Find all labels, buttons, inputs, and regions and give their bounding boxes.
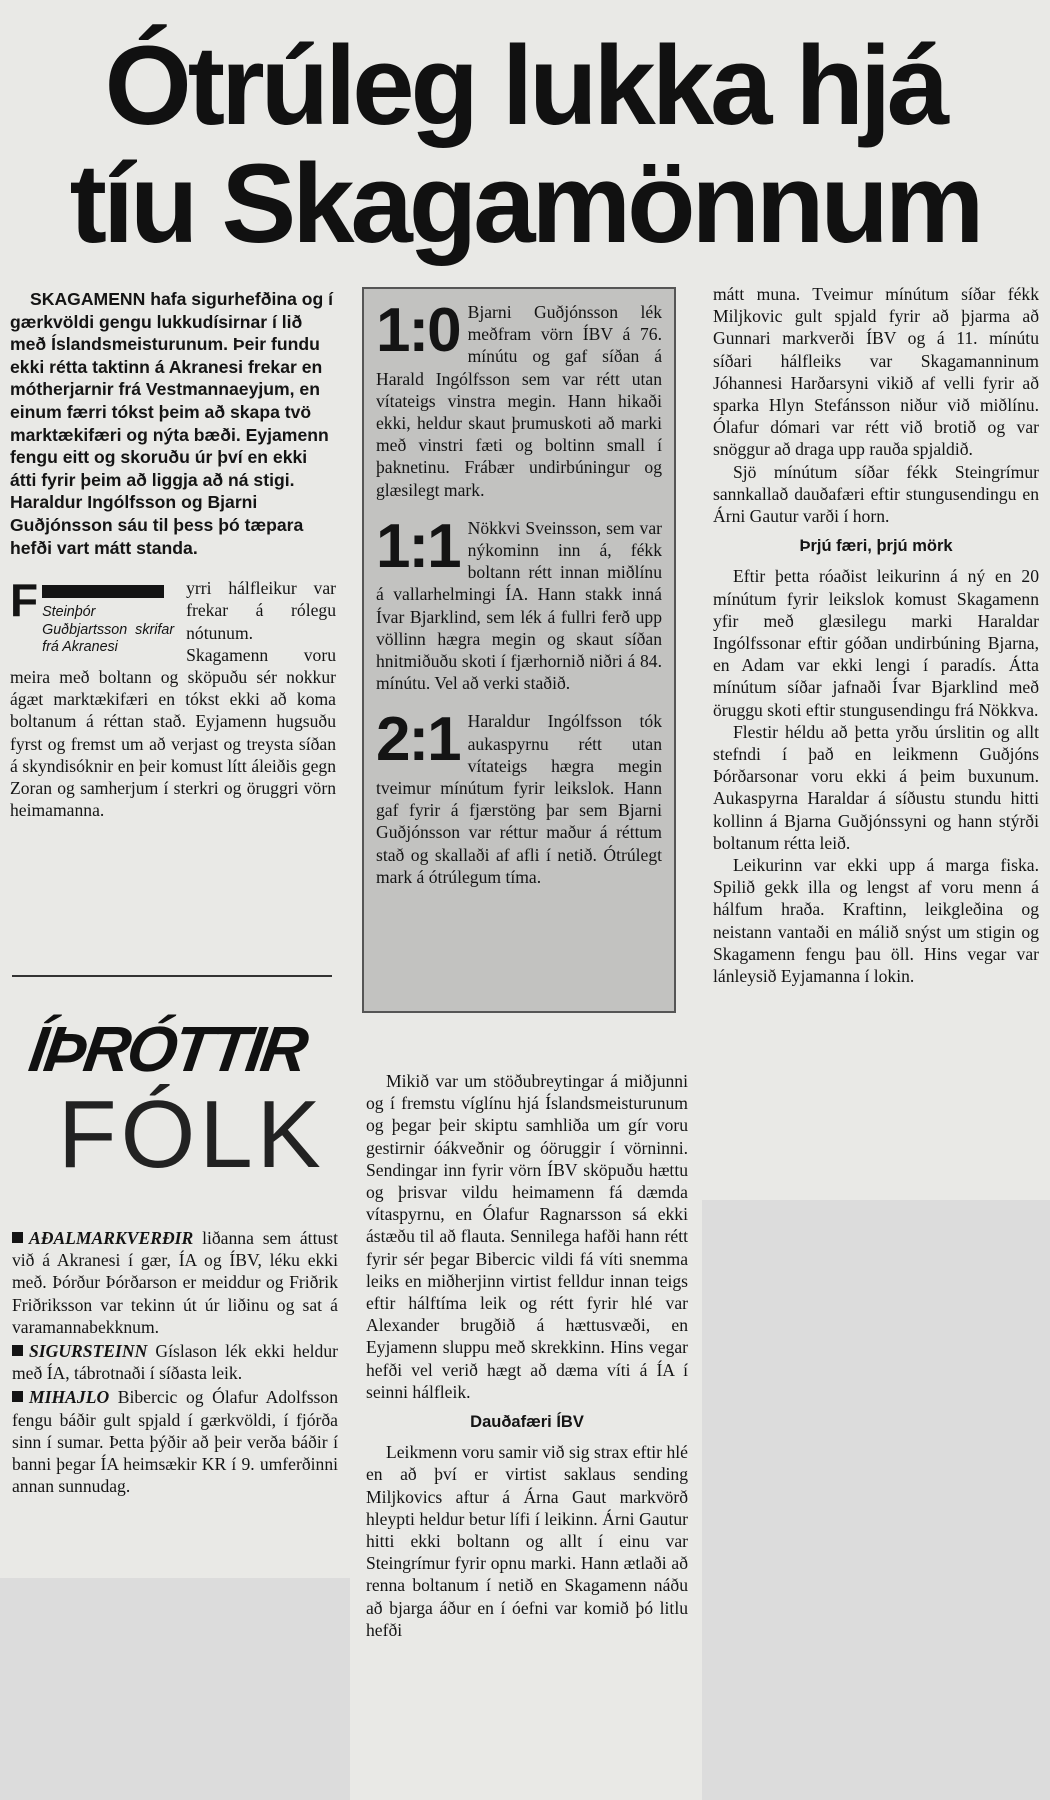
score-box: [362, 287, 676, 1013]
folk-item-2-lead: SIGURSTEINN: [29, 1341, 148, 1362]
right-paragraph-2: Sjö mínútum síðar fékk Steingrímur sannkallað dauðafæri eftir stungusendingu en Árni Gautur varði í horn.: [713, 461, 1039, 527]
right-paragraph-4: Flestir héldu að þetta yrðu úrslitin og allt stefndi í það en leikmenn Guðjóns Þórðarsonar voru ekki á þeim buxunum. Aukaspyrna Haraldar á síðustu stundu hitti kollinn á Bjarna Guðjónssyni og hann stýrði boltanum rétta leið.: [713, 721, 1039, 853]
subheading-thrju-faeri: Þrjú færi, þrjú mörk: [799, 537, 953, 556]
lead-paragraph: SKAGAMENN hafa sigurhefðina og í gærkvöldi gengu lukkudísirnar í lið með Íslandsmeisturunum. Þeir fundu ekki rétta taktinn á Akranesi frekar en mótherjarnir frá Vestmannaeyjum, en einum færri tókst þeim að skapa tvö marktækifæri og nýta bæði. Eyjamenn fengu eitt og skoruðu úr því en ekki átti fyrir þeim að liggja að ná stigi. Haraldur Ingólfsson og Bjarni Guðjónsson sáu til þess þó tæpara hefði vart mátt standa.: [10, 289, 334, 558]
folk-logo-top: ÍÞRÓTTIR: [24, 1013, 310, 1085]
folk-item-1: [12, 1227, 338, 1338]
bullet-square-icon: [12, 1391, 23, 1402]
score-item-2: [376, 511, 662, 695]
headline-line1: Ótrúleg lukka hjá: [104, 23, 946, 148]
score-3: 2:1: [376, 705, 460, 775]
right-paragraph-1: mátt muna. Tveimur mínútum síðar fékk Miljkovic gult spjald fyrir að þjarma að Gunnari markverði ÍBV og á 11. mínútu síðari hálfleiks var Skagamanninum Jóhannesi Harðarsyni vikið af velli fyrir að sparka Hlyn Stefánsson niður við miðlínu. Ólafur dómari var rétt við brotið og var snöggur að draga upp rauða spjaldið.: [713, 284, 1039, 460]
folk-item-2: [12, 1340, 338, 1384]
folk-logo-bottom: FÓLK: [58, 1081, 325, 1188]
left-column: [10, 288, 336, 821]
score-text-1: Bjarni Guðjónsson lék meðfram vörn ÍBV á 76. mínútu og gaf síðan á Harald Ingólfsson sem var rétt utan vítateigs vinstra megin. Hann hikaði ekki, heldur skaut þrumuskoti að marki með vinstri fæti og boltinn small í þaknetinu. Frábær undirbúningur og glæsilegt mark.: [376, 302, 662, 500]
folk-item-1-text: liðanna sem áttust við á Akranesi í gær, ÍA og ÍBV, léku ekki með. Þórður Þórðarson er meiddur og Friðrik Friðriksson var tekinn út úr liðinu og sat á varamannabekknum.: [12, 1228, 338, 1337]
bullet-square-icon: [12, 1232, 23, 1243]
dropcap: F: [10, 574, 39, 627]
score-text-2: Nökkvi Sveinsson, sem var nýkominn inn á, fékk boltann rétt innan miðlínu á vallarhelmingi ÍA. Hann stakk inná Ívar Bjarklind, sem lék á fullri ferð upp völlinn hægra megin og skaut síðan hnitmiðuðu skoti í fjærhornið niðri á 84. mínútu. Vel að verki staðið.: [376, 517, 662, 694]
section-rule: [12, 975, 332, 977]
folk-item-3: [12, 1386, 338, 1497]
headline: [0, 0, 1050, 275]
subheading-daudafaeri: Dauðafæri ÍBV: [470, 1413, 584, 1432]
middle-paragraph-1: Mikið var um stöðubreytingar á miðjunni og í fremstu víglínu hjá Íslandsmeisturunum og þegar þeir skiptu samhliða um gír voru gestirnir óákveðnir og óöruggir í vörninni. Sendingar inn fyrir vörn ÍBV sköpuðu hættu og þrisvar vildu heimamenn fá dæmda vítaspyrnu, en Ólafur Ragnarsson sá ekki ástæðu til að flauta. Sennilega hafði hann rétt fyrir sér þegar Bibercic vildi fá víti snemma leiks en miðherjinn virtist felldur innan teigs eftir hálftíma leik og rétt fyrir hlé var Alexander brugðið á hættusvæði, en Eyjamenn sluppu með skrekkinn. Hins vegar hefði vel verið hægt að dæma víti á ÍA í seinni hálfleik.: [366, 1071, 688, 1402]
folk-item-2-text: Gíslason lék ekki heldur með ÍA, tábrotnaði í síðasta leik.: [12, 1341, 338, 1384]
byline: [42, 585, 174, 657]
middle-column: [366, 1070, 688, 1641]
score-item-1: [376, 296, 662, 501]
score-2: 1:1: [376, 511, 460, 581]
middle-paragraph-2: Leikmenn voru samir við sig strax eftir hlé en að því er virtist saklaus sending Miljkovics aftur á Árna Gaut markvörð hleypti heldur betur lífi í leikinn. Árni Gautur hitti ekki boltann og allt í einu var Steingrímur fyrir opnu marki. Hann ætlaði að renna boltanum í netið en Skagamenn náðu að bjarga áður en í óefni var komið þó litlu hefði: [366, 1442, 688, 1640]
score-item-3: [376, 705, 662, 888]
bullet-square-icon: [12, 1345, 23, 1356]
right-paragraph-3: Eftir þetta róaðist leikurinn á ný en 20 mínútum fyrir leikslok komust Skagamenn yfir með glæsilegu marki Haraldar Ingólfssonar eftir góðan undirbúning Bjarna, en Adam var ekki lengi í paradís. Átta mínútum síðar jafnaði Ívar Bjarklind með öruggu skoti eftir stungusendingu frá Nökkva.: [713, 566, 1039, 720]
score-text-3: Haraldur Ingólfsson tók aukaspyrnu rétt utan vítateigs hægra megin tveimur mínútum fyrir leikslok. Hann gaf fyrir á fjærstöng þar sem Bjarni Guðjónsson var réttur maður á réttum stað og skallaði af afli í netið. Ótrúlegt mark á ótrúlegum tíma.: [376, 711, 662, 887]
folk-item-1-lead: AÐALMARKVERÐIR: [29, 1228, 194, 1248]
folk-item-3-text: Bibercic og Ólafur Adolfsson fengu báðir gult spjald í gærkvöldi, í fjórða sinn í sumar. Þetta þýðir að þeir verða báðir í banni þegar ÍA heimsækir KR í 9. umferðinni annan sunnudag.: [12, 1387, 338, 1497]
byline-text: Steinþór Guðbjartsson skrifar frá Akranesi: [42, 604, 175, 656]
folk-column: [12, 1227, 338, 1499]
folk-item-3-lead: MIHAJLO: [29, 1387, 110, 1408]
body-text: yrri hálfleikur var frekar á rólegu nótunum. Skagamenn voru meira með boltann og sköpuðu sér nokkur ágæt marktækifæri en tókst ekki að koma boltanum á réttan stað. Eyjamenn hugsuðu fyrst og fremst um að verjast og treysta síðan á skyndisóknir en þeir komust lítt áleiðis gegn Zoran og samherjum í sterkri og öruggri vörn heimamanna.: [10, 578, 336, 821]
body-paragraph: [10, 574, 336, 821]
right-column: [713, 283, 1039, 987]
headline-line2: tíu Skagamönnum: [69, 141, 981, 266]
byline-bar: [42, 585, 164, 598]
score-1: 1:0: [376, 296, 460, 365]
right-paragraph-5: Leikurinn var ekki upp á marga fiska. Spilið gekk illa og lengst af voru menn á hálfum hraða. Kraftinn, leikgleðina og neistann vantaði en málið snýst um stigin og Skagamenn fengu þau öll. Hins vegar var lánleysið Eyjamanna í lokin.: [713, 855, 1039, 987]
